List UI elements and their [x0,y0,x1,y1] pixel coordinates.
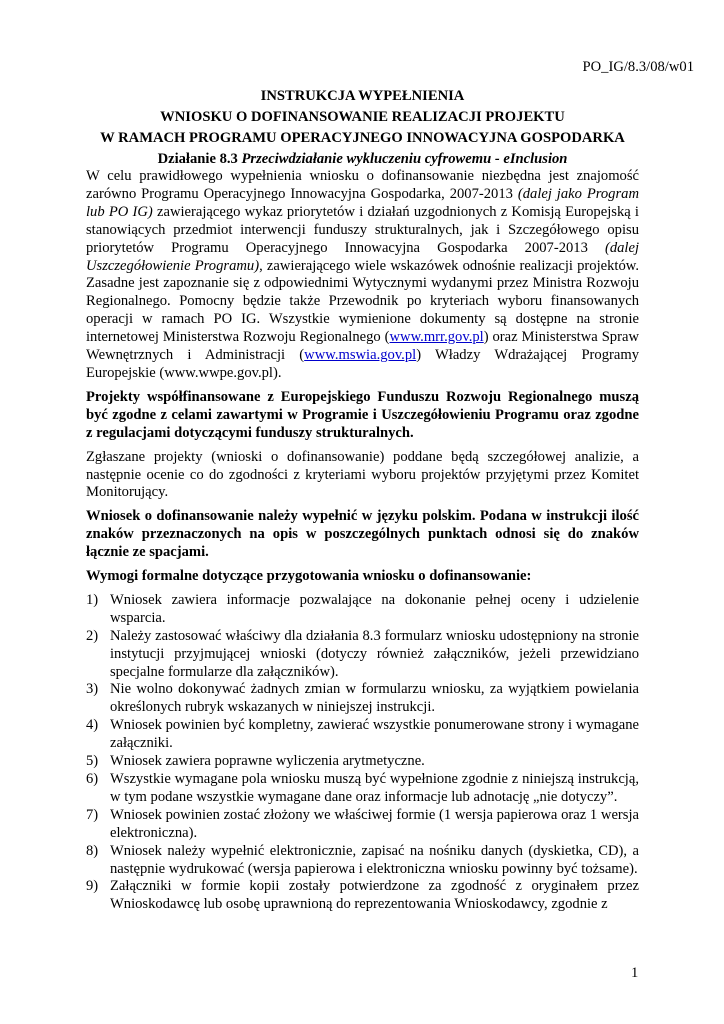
intro-text-2: (dalej jako Program lub PO IG) [86,185,639,220]
list-item-number: 2) [86,627,99,644]
intro-text-5: , zawierającego wiele wskazówek odnośnie realizacji projektów. Zasadne jest zapoznanie się z odpowiednimi Wytycznymi wydanymi przez Ministra Rozwoju Regionalnego. Pomocny będzie także Przewodnik po kryteriach wyboru finansowanych operacji w ramach PO IG. Wszystkie wymienione dokumenty są dostępne na stronie internetowej Ministerstwa Rozwoju Regionalnego ( [86,257,639,346]
requirements-heading: Wymogi formalne dotyczące przygotowania wniosku o dofinansowanie: [86,568,532,585]
title-line-2: WNIOSKU O DOFINANSOWANIE REALIZACJI PROJEKTU [160,109,565,125]
list-item-number: 8) [86,842,99,859]
list-item-text: Nie wolno dokonywać żadnych zmian w formularzu wniosku, za wyjątkiem powielania określonych rubryk wskazanych w niniejszej instrukcji. [110,681,639,716]
list-item-text: Wniosek powinien być kompletny, zawierać wszystkie ponumerowane strony i wymagane załączniki. [110,717,639,752]
evaluation-paragraph: Zgłaszane projekty (wnioski o dofinansowanie) poddane będą szczegółowej analizie, a następnie ocenie co do zgodności z kryteriami wyboru projektów przyjętymi przez Komitet Monitorujący. [86,448,639,501]
list-item-number: 4) [86,717,99,734]
list-item [86,753,639,771]
list-item-text: Załączniki w formie kopii zostały potwierdzone za zgodność z oryginałem przez Wnioskodawcę lub osobę uprawnioną do reprezentowania Wnioskodawcy, zgodnie z [110,878,639,913]
intro-paragraph [86,168,639,383]
intro-text-6: ) oraz Ministerstwa Spraw Wewnętrznych i Administracji ( [86,329,639,364]
list-item [86,807,639,843]
list-item-text: Wniosek zawiera informacje pozwalające na dokonanie pełnej oceny i udzielenie wsparcia. [110,591,639,626]
list-item-text: Wniosek zawiera poprawne wyliczenia arytmetyczne. [110,753,425,770]
page-number: 1 [631,965,639,981]
list-item [86,717,639,753]
list-item [86,592,639,628]
intro-text-3: zawierającego wykaz priorytetów i działań uzgodnionych z Komisją Europejską i stanowiących przedmiot interwencji funduszy strukturalnych, jak i Szczegółowego opisu priorytetów Programu Operacyjnego Innowacyjna Gospodarka 2007-2013 [86,203,639,256]
measure-title [86,150,639,168]
list-item-number: 1) [86,591,99,608]
list-item-number: 5) [86,753,99,770]
document-id: PO_IG/8.3/08/w01 [582,59,694,75]
list-item [86,843,639,879]
list-item-number: 7) [86,806,99,823]
measure-prefix: Działanie 8.3 [157,151,242,167]
cofinancing-notice: Projekty współfinansowane z Europejskiego Funduszu Rozwoju Regionalnego muszą być zgodne z celami zawartymi w Programie i Uszczegółowieniu Programu oraz zgodne z regulacjami dotyczącymi funduszy strukturalnych. [86,388,639,441]
list-item-text: Wniosek powinien zostać złożony we właściwej formie (1 wersja papierowa oraz 1 wersja elektroniczna). [110,806,639,841]
list-item [86,628,639,682]
intro-text-1: W celu prawidłowego wypełnienia wniosku o dofinansowanie niezbędna jest znajomość zarówno Programu Operacyjnego Innowacyjna Gospodarka, 2007-2013 [86,168,639,202]
list-item-text: Wniosek należy wypełnić elektronicznie, zapisać na nośniku danych (dyskietka, CD), a następnie wydrukować (wersja papierowa i elektroniczna wniosku powinny być tożsame). [110,842,639,877]
title-line-1: INSTRUKCJA WYPEŁNIENIA [260,88,465,104]
mswia-link[interactable]: www.mswia.gov.pl [304,347,417,364]
intro-text-4: (dalej Uszczegółowienie Programu) [86,239,639,274]
list-item-number: 9) [86,878,99,895]
requirements-list [86,592,639,914]
intro-text-7: ) Władzy Wdrażającej Programy Europejskie (www.wwpe.gov.pl). [86,347,639,381]
list-item-text: Należy zastosować właściwy dla działania 8.3 formularz wniosku udostępniony na stronie instytucji przyjmującej wnioski (dotyczy również załączników, jeżeli przewidziano specjalne formularze dla załączników). [110,627,639,680]
page-content [86,87,639,914]
list-item [86,771,639,807]
list-item [86,878,639,914]
title-line-3: W RAMACH PROGRAMU OPERACYJNEGO INNOWACYJNA GOSPODARKA [100,130,625,146]
mrr-link[interactable]: www.mrr.gov.pl [389,329,484,346]
list-item-number: 6) [86,771,99,787]
list-item [86,681,639,717]
measure-name: Przeciwdziałanie wykluczeniu cyfrowemu - eInclusion [241,151,568,167]
list-item-number: 3) [86,681,99,698]
list-item-text: Wszystkie wymagane pola wniosku muszą być wypełnione zgodnie z niniejszą instrukcją, w tym podane wszystkie wymagane dane oraz informacje lub adnotację „nie dotyczy”. [110,771,639,805]
language-notice: Wniosek o dofinansowanie należy wypełnić w języku polskim. Podana w instrukcji ilość znaków przeznaczonych na opis w poszczególnych punktach odnosi się do znaków łącznie ze spacjami. [86,508,639,561]
